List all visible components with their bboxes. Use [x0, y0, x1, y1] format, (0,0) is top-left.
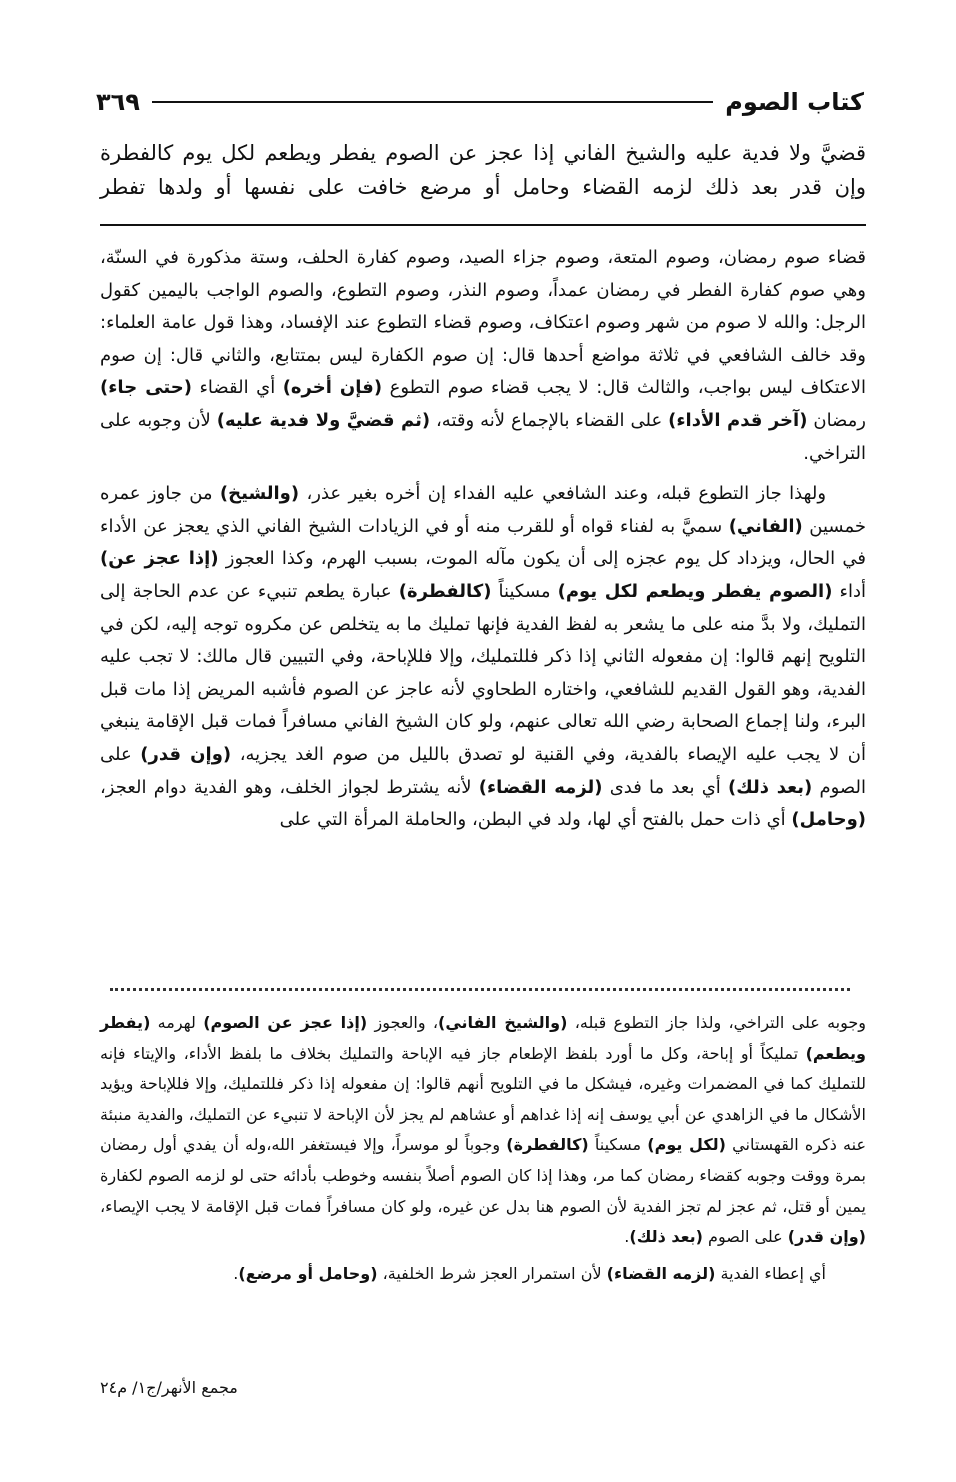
bold-term: (الصوم يفطر ويطعم لكل يوم) — [557, 580, 833, 602]
page-number: ٣٦٩ — [96, 88, 140, 116]
text-run: على الصوم — [100, 743, 866, 798]
text-run: عبارة يطعم تنبيء عن عدم الحاجة إلى التمليك، ولا بدَّ منه على ما يشعر به لفظ الفدية فإنها تمليك ما به يتخلص عن مكروه توجه إليه، لكن في التلويح إنهم قالوا: إن مفعوله الثاني إذا ذكر فللتمليك، وإلا فللإباحة، وفي التبيين قال مالك: لا تجب عليه الفدية، وهو القول القديم للشافعي، واختاره الطحاوي لأنه عاجز عن الصوم فأشبه المريض إذا مات قبل البرء، ولنا إجماع الصحابة رضي الله تعالى عنهم، ولو كان الشيخ الفاني مسافراً فمات قبل الإقامة ينبغي أن لا يجب عليه الإيصاء بالفدية، وفي القنية لو تصدق بالليل من صوم الغد يجزيه، — [100, 580, 866, 765]
bold-term: (الفاني) — [728, 515, 803, 537]
notes-paragraph-2 — [100, 1259, 866, 1290]
text-run: . — [233, 1263, 239, 1283]
text-run: لأنه يشترط لجواز الخلف، وهو الفدية دوام العجز، — [100, 776, 479, 798]
bold-term: (إذا عجز عن الصوم) — [203, 1013, 368, 1032]
bold-term: (يفطر ويطعم) — [100, 1013, 866, 1063]
text-run: . — [624, 1227, 630, 1247]
notes-paragraph-1 — [100, 1008, 866, 1253]
text-run: على الصوم — [702, 1227, 788, 1247]
text-run: أي إعطاء الفدية — [715, 1263, 826, 1283]
bold-term: (والشيخ الفاني) — [438, 1013, 568, 1032]
commentary — [100, 242, 866, 837]
text-run: مسكيناً — [588, 1135, 648, 1155]
bold-term: (وحامل أو مرضع) — [238, 1263, 378, 1283]
text-run: لهرمه — [150, 1013, 204, 1032]
bold-term: (والشيخ) — [219, 483, 300, 505]
text-run: لأن استمرار العجز شرط الخلفية، — [377, 1263, 607, 1283]
bold-term: (وحامل) — [791, 809, 866, 831]
text-run: مسكيناً — [491, 580, 558, 602]
bold-term: (فإن أخره) — [282, 377, 383, 399]
main-text-line-1: قضيَّ ولا فدية عليه والشيخ الفاني إذا عجز عن الصوم يفطر ويطعم لكل يوم كالفطرة — [100, 141, 866, 165]
bold-term: (وإن قدر) — [140, 743, 232, 765]
bold-term: (وإن قدر) — [787, 1227, 866, 1247]
bold-term: (إذا عجز عن) — [100, 548, 219, 570]
bold-term: (لزمه القضاء) — [478, 776, 603, 798]
bold-term: (لزمه القضاء) — [606, 1263, 716, 1283]
volume-signature: مجمع الأنهر/ج١/ م٢٤ — [100, 1378, 238, 1397]
bold-term: (ثم قضيَّ ولا فدية عليه) — [216, 409, 431, 431]
text-run: سميَّ به لفناء قواه أو للقرب منه أو في الزيادات الشيخ الفاني الذي يعجز عن الأداء في الحال، ويزداد كل يوم عجزه إلى أن يكون مآله الموت، بسبب الهرم، وكذا العجوز — [100, 515, 866, 570]
header-rule — [152, 101, 713, 103]
bold-term: (كالفطرة) — [398, 580, 492, 602]
text-run: وجوباً لو موسراً، وإلا فيستغفر الله،وله أن يفدي أول رمضان بمرة ووقت وجوبه كقضاء رمضان كما مر، وهذا إذا كان الصوم أصلاً بنفسه وخوطب بأدائه حتى لو لزمه الصوم لكفارة يمين أو قتل، ثم عجز لم تجز الفدية لأن الصوم هنا بدل عن غيره، ولو كان مسافراً فمات قبل الإقامة لا يجب الإيصاء، — [100, 1135, 866, 1216]
text-run: وجوبه على التراخي، ولذا جاز التطوع قبله، — [567, 1013, 866, 1032]
chapter-title: كتاب الصوم — [725, 88, 864, 116]
commentary-paragraph-1 — [100, 242, 866, 470]
text-run: ولهذا جاز التطوع قبله، وعند الشافعي عليه الفداء إن أخره بغير عذر، — [299, 483, 827, 505]
running-header — [96, 84, 864, 120]
bold-term: (كالفطرة) — [506, 1135, 589, 1155]
text-run: أي بعد ما فدى — [602, 776, 728, 798]
dotted-separator — [110, 988, 850, 995]
main-text-rule — [100, 224, 866, 226]
text-run: قضاء صوم رمضان، وصوم المتعة، وصوم جزاء الصيد، وصوم كفارة الحلف، وستة مذكورة في السنّة، وهي صوم كفارة الفطر في رمضان عمداً، وصوم النذر، وصوم التطوع، والصوم الواجب باليمين كقول الرجل: والله لا صوم من شهر وصوم اعتكاف، وصوم قضاء التطوع عند الإفساد، وهذا قول عامة العلماء: وقد خالف الشافعي في ثلاثة مواضع أحدها قال: إن صوم الكفارة ليس بمتتابع، والثاني قال: إن صوم الاعتكاف ليس بواجب، والثالث قال: لا يجب قضاء صوم التطوع — [100, 247, 867, 399]
text-run: ، والعجوز — [367, 1013, 439, 1032]
commentary-paragraph-2 — [100, 478, 866, 837]
bold-term: (بعد ذلك) — [727, 776, 813, 798]
bold-term: (لكل يوم) — [647, 1135, 726, 1155]
text-run: تمليكاً أو إباحة، وكل ما أورد بلفظ الإطعام جاز فيه الإباحة والتمليك بخلاف ما بلفظ الأداء، والإيتاء فإنه للتمليك كما في المضمرات وغيره، فيشكل ما في التلويح أنهم قالوا: إن مفعوله إذا ذكر فللتمليك، وإلا فللإباحة ويؤيد الأشكال ما في الزاهدي عن أبي يوسف إنه إذا غداهم أو عشاهم لم يجز لأن الإباحة لا تنبيء عن التمليك، والفدية منبئة عنه ذكره القهستاني — [100, 1043, 867, 1155]
text-run: من جاوز عمره خمسين — [100, 483, 866, 537]
text-run: رمضان — [807, 409, 866, 431]
marginal-notes — [100, 1008, 866, 1289]
main-text — [100, 136, 866, 204]
bold-term: (بعد ذلك) — [629, 1227, 703, 1247]
text-run: على القضاء بالإجماع لأنه وقته، — [430, 409, 669, 431]
text-run: أي القضاء — [191, 377, 283, 399]
text-run: لأن وجوبه على التراخي. — [100, 409, 866, 464]
text-run: أي ذات حمل بالفتح أي لها، ولد في البطن، والحاملة المرأة التي على — [279, 809, 792, 831]
bold-term: (آخر قدم الأداء) — [668, 409, 808, 431]
main-text-line-2: وإن قدر بعد ذلك لزمه القضاء وحامل أو مرضع خافت على نفسها أو ولدها تفطر — [100, 175, 866, 199]
bold-term: (حتى جاء) — [100, 377, 192, 399]
text-run: أداء — [832, 580, 866, 602]
